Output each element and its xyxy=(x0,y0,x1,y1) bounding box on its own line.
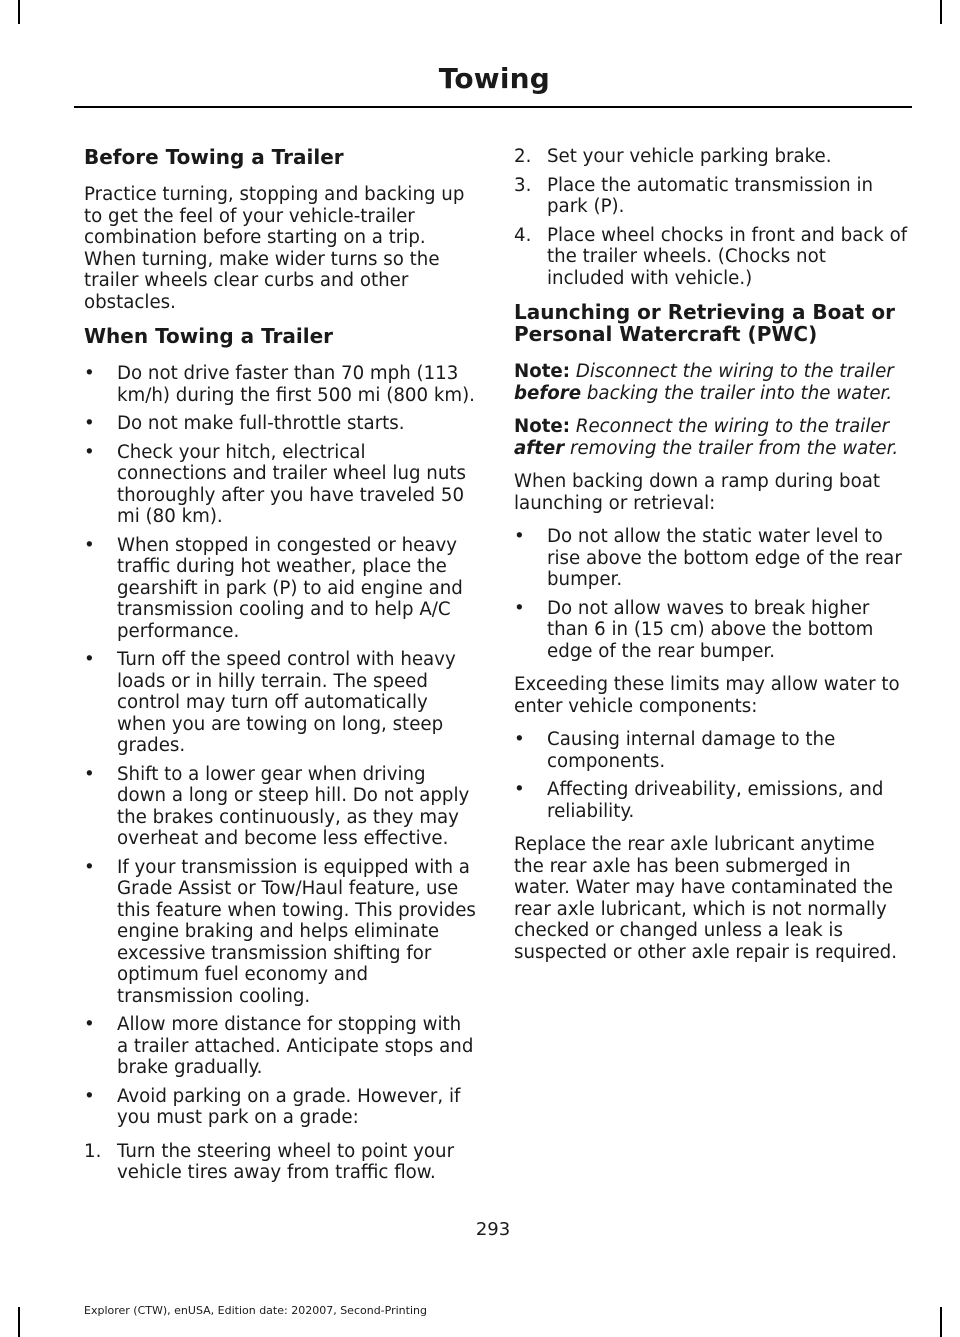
list-item xyxy=(514,779,908,822)
bullet-mark: • xyxy=(514,526,525,547)
water-level-bullet-list xyxy=(514,526,908,662)
list-item xyxy=(514,729,908,772)
damage-bullet-list xyxy=(514,729,908,822)
header-divider xyxy=(74,106,912,108)
list-item xyxy=(514,526,908,591)
bullet-mark: • xyxy=(84,856,95,878)
right-column xyxy=(514,146,908,975)
list-item-text: Do not make full-throttle starts. xyxy=(117,413,405,434)
parking-steps-list-continued xyxy=(514,146,908,289)
list-item-text: Avoid parking on a grade. However, if you must park on a grade: xyxy=(117,1085,461,1128)
list-item xyxy=(84,363,476,406)
list-item-text: Turn off the speed control with heavy loads or in hilly terrain. The speed control may turn off automatically when you are towing on long, steep grades. xyxy=(117,649,456,756)
step-number: 4. xyxy=(514,224,532,246)
list-item xyxy=(514,598,908,663)
paragraph-exceeding-limits: Exceeding these limits may allow water to enter vehicle components: xyxy=(514,674,900,717)
note-disconnect xyxy=(514,361,908,404)
bullet-mark: • xyxy=(514,779,525,800)
list-item xyxy=(84,1086,476,1129)
heading-boat-launching: Launching or Retrieving a Boat or Personal Watercraft (PWC) xyxy=(514,300,896,346)
note-emphasis: after xyxy=(514,437,565,459)
bullet-mark: • xyxy=(84,534,95,556)
note-label: Note: xyxy=(514,361,571,382)
crop-mark-bottom-left xyxy=(18,1307,20,1337)
heading-before-towing: Before Towing a Trailer xyxy=(84,145,344,169)
list-item-text: Affecting driveability, emissions, and reliability. xyxy=(547,779,884,822)
list-item-text: Check your hitch, electrical connections and trailer wheel lug nuts thoroughly after you have traveled 50 mi (80 km). xyxy=(117,441,466,527)
note-text: removing the trailer from the water. xyxy=(569,437,899,459)
list-item xyxy=(84,857,476,1008)
crop-mark-top-left xyxy=(18,0,20,24)
note-text: backing the trailer into the water. xyxy=(586,382,893,404)
list-item-text: Do not allow waves to break higher than 6 in (15 cm) above the bottom edge of the rear bumper. xyxy=(547,597,874,662)
list-item xyxy=(84,535,476,643)
paragraph-practice: Practice turning, stopping and backing up to get the feel of your vehicle-trailer combination before starting on a trip. When turning, make wider turns so the trailer wheels clear curbs and other obstacles. xyxy=(84,184,465,313)
list-item xyxy=(84,442,476,528)
footer-edition-info: Explorer (CTW), enUSA, Edition date: 202007, Second-Printing xyxy=(84,1304,427,1317)
list-item-text: Shift to a lower gear when driving down a long or steep hill. Do not apply the brakes continuously, as they may overheat and become less effective. xyxy=(117,763,470,849)
list-item xyxy=(84,649,476,757)
crop-mark-bottom-right xyxy=(940,1307,942,1337)
step-item xyxy=(514,146,908,168)
list-item-text: Allow more distance for stopping with a trailer attached. Anticipate stops and brake gradually. xyxy=(117,1014,474,1078)
bullet-mark: • xyxy=(84,413,95,434)
step-item xyxy=(84,1141,476,1184)
step-number: 1. xyxy=(84,1140,102,1162)
list-item-text: Do not allow the static water level to rise above the bottom edge of the rear bumper. xyxy=(547,526,902,590)
bullet-mark: • xyxy=(84,763,95,785)
note-text: Reconnect the wiring to the trailer xyxy=(575,416,890,437)
paragraph-axle-lubricant: Replace the rear axle lubricant anytime the rear axle has been submerged in water. Water may have contaminated the rear axle lubricant, which is not normally checked or changed unless a leak is suspected or other axle repair is required. xyxy=(514,834,897,963)
list-item xyxy=(84,764,476,850)
note-emphasis: before xyxy=(514,382,582,404)
list-item xyxy=(84,413,476,435)
crop-mark-top-right xyxy=(940,0,942,24)
note-label: Note: xyxy=(514,416,571,437)
parking-steps-list-start xyxy=(84,1141,476,1184)
note-text: Disconnect the wiring to the trailer xyxy=(575,361,894,382)
towing-bullet-list xyxy=(84,363,476,1129)
step-number: 3. xyxy=(514,174,532,196)
step-text: Turn the steering wheel to point your vehicle tires away from traffic flow. xyxy=(117,1140,455,1183)
step-number: 2. xyxy=(514,146,532,167)
bullet-mark: • xyxy=(514,729,525,750)
left-column xyxy=(84,146,476,1196)
list-item-text: When stopped in congested or heavy traffic during hot weather, place the gearshift in park (P) to aid engine and transmission cooling and to help A/C performance. xyxy=(117,534,463,642)
bullet-mark: • xyxy=(84,363,95,384)
bullet-mark: • xyxy=(84,1014,95,1035)
heading-when-towing: When Towing a Trailer xyxy=(84,324,334,348)
list-item-text: Causing internal damage to the components. xyxy=(547,729,836,772)
step-item xyxy=(514,175,908,218)
step-item xyxy=(514,225,908,290)
page-title: Towing xyxy=(438,62,550,95)
bullet-mark: • xyxy=(84,1085,95,1107)
step-text: Place wheel chocks in front and back of the trailer wheels. (Chocks not included with vehicle.) xyxy=(547,224,908,289)
list-item-text: If your transmission is equipped with a Grade Assist or Tow/Haul feature, use this feature when towing. This provides engine braking and helps eliminate excessive transmission shifting for optimum fuel economy and transmission cooling. xyxy=(117,856,476,1007)
list-item-text: Do not drive faster than 70 mph (113 km/h) during the first 500 mi (800 km). xyxy=(117,363,475,406)
note-reconnect xyxy=(514,416,908,459)
bullet-mark: • xyxy=(84,441,95,463)
bullet-mark: • xyxy=(514,597,525,619)
list-item xyxy=(84,1014,476,1079)
bullet-mark: • xyxy=(84,649,95,670)
step-text: Place the automatic transmission in park (P). xyxy=(547,174,874,217)
paragraph-backing-down: When backing down a ramp during boat launching or retrieval: xyxy=(514,471,880,514)
page-number: 293 xyxy=(475,1219,511,1240)
step-text: Set your vehicle parking brake. xyxy=(547,146,832,167)
